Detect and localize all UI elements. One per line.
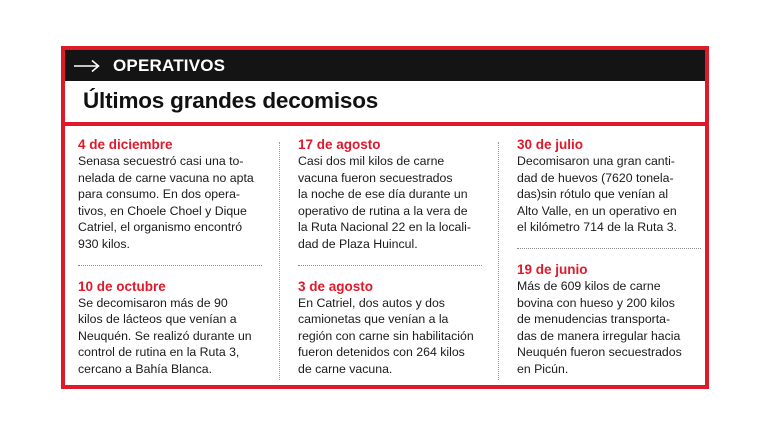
entry-line: región con carne sin habilitación bbox=[298, 328, 474, 343]
page-title: Últimos grandes decomisos bbox=[83, 88, 379, 113]
entry-line: Más de 609 kilos de carne bbox=[517, 278, 661, 293]
column-1 bbox=[78, 136, 262, 378]
entry-line: de menudencias transporta- bbox=[517, 312, 671, 327]
title-divider bbox=[65, 122, 705, 126]
entry-line: Catriel, el organismo encontró bbox=[78, 220, 243, 235]
entry-date: 30 de julio bbox=[517, 137, 584, 152]
entry-line: camionetas que venían a la bbox=[298, 312, 449, 327]
entry-text bbox=[78, 295, 262, 378]
entry-line: Senasa secuestró casi una to- bbox=[78, 154, 244, 168]
entry-line: dad de Plaza Huincul. bbox=[298, 236, 418, 251]
entry-line: la Ruta Nacional 22 en la locali- bbox=[298, 220, 471, 235]
entry bbox=[517, 136, 701, 236]
entry-line: 930 kilos. bbox=[78, 236, 130, 251]
entry bbox=[298, 278, 482, 378]
entry bbox=[517, 261, 701, 378]
entry-line: Casi dos mil kilos de carne bbox=[298, 154, 445, 168]
entry-text bbox=[298, 295, 482, 378]
entry-line: nelada de carne vacuna no apta bbox=[78, 170, 254, 185]
entry-line: en Picún. bbox=[517, 361, 569, 376]
entry-divider bbox=[78, 265, 262, 266]
entry-line: el kilómetro 714 de la Ruta 3. bbox=[517, 220, 677, 235]
entry-line: para consumo. En dos opera- bbox=[78, 187, 241, 202]
section-header-bar bbox=[65, 50, 705, 81]
entry-line: de carne vacuna. bbox=[298, 361, 393, 376]
entry-date: 3 de agosto bbox=[298, 278, 374, 294]
entry-line: Neuquén fueron secuestrados bbox=[517, 345, 682, 360]
entry-divider bbox=[298, 265, 482, 266]
column-2 bbox=[298, 136, 482, 378]
entry-divider bbox=[517, 248, 701, 249]
entry-line: Alto Valle, en un operativo en bbox=[517, 203, 677, 218]
arrow-right-icon bbox=[73, 59, 101, 73]
entry-text bbox=[517, 278, 701, 378]
entry-text bbox=[78, 153, 262, 253]
entry-line: Se decomisaron más de 90 bbox=[78, 295, 228, 310]
entry bbox=[78, 278, 262, 378]
entry-line: bovina con hueso y 200 kilos bbox=[517, 295, 675, 310]
infographic-frame bbox=[61, 46, 709, 389]
entry-line: dad de huevos (7620 tonela- bbox=[517, 170, 674, 185]
entry-line: tivos, en Choele Choel y Dique bbox=[78, 203, 247, 218]
entry-line: la noche de ese día durante un bbox=[298, 187, 468, 202]
entry-line: das)sin rótulo que venían al bbox=[517, 187, 669, 202]
entry-text bbox=[517, 153, 701, 236]
entry-line: das de manera irregular hacia bbox=[517, 328, 681, 343]
entry-line: fueron detenidos con 264 kilos bbox=[298, 345, 465, 360]
column-divider bbox=[498, 142, 499, 380]
entry-text bbox=[298, 153, 482, 253]
entry-line: operativo de rutina a la vera de bbox=[298, 203, 468, 218]
entry-line: Decomisaron una gran canti- bbox=[517, 154, 675, 168]
entry-line: Neuquén. Se realizó durante un bbox=[78, 328, 252, 343]
entry-date: 4 de diciembre bbox=[78, 137, 173, 152]
entry-date: 17 de agosto bbox=[298, 137, 381, 152]
entry-line: En Catriel, dos autos y dos bbox=[298, 295, 445, 310]
section-label: OPERATIVOS bbox=[113, 55, 226, 75]
entry bbox=[298, 136, 482, 253]
entry-date: 19 de junio bbox=[517, 261, 588, 277]
entry-date: 10 de octubre bbox=[78, 278, 166, 294]
entry bbox=[78, 136, 262, 253]
column-3 bbox=[517, 136, 701, 378]
entry-line: vacuna fueron secuestrados bbox=[298, 170, 453, 185]
entry-line: control de rutina en la Ruta 3, bbox=[78, 345, 240, 360]
entry-line: cercano a Bahía Blanca. bbox=[78, 361, 212, 376]
entry-line: kilos de lácteos que venían a bbox=[78, 312, 237, 327]
column-divider bbox=[279, 142, 280, 380]
